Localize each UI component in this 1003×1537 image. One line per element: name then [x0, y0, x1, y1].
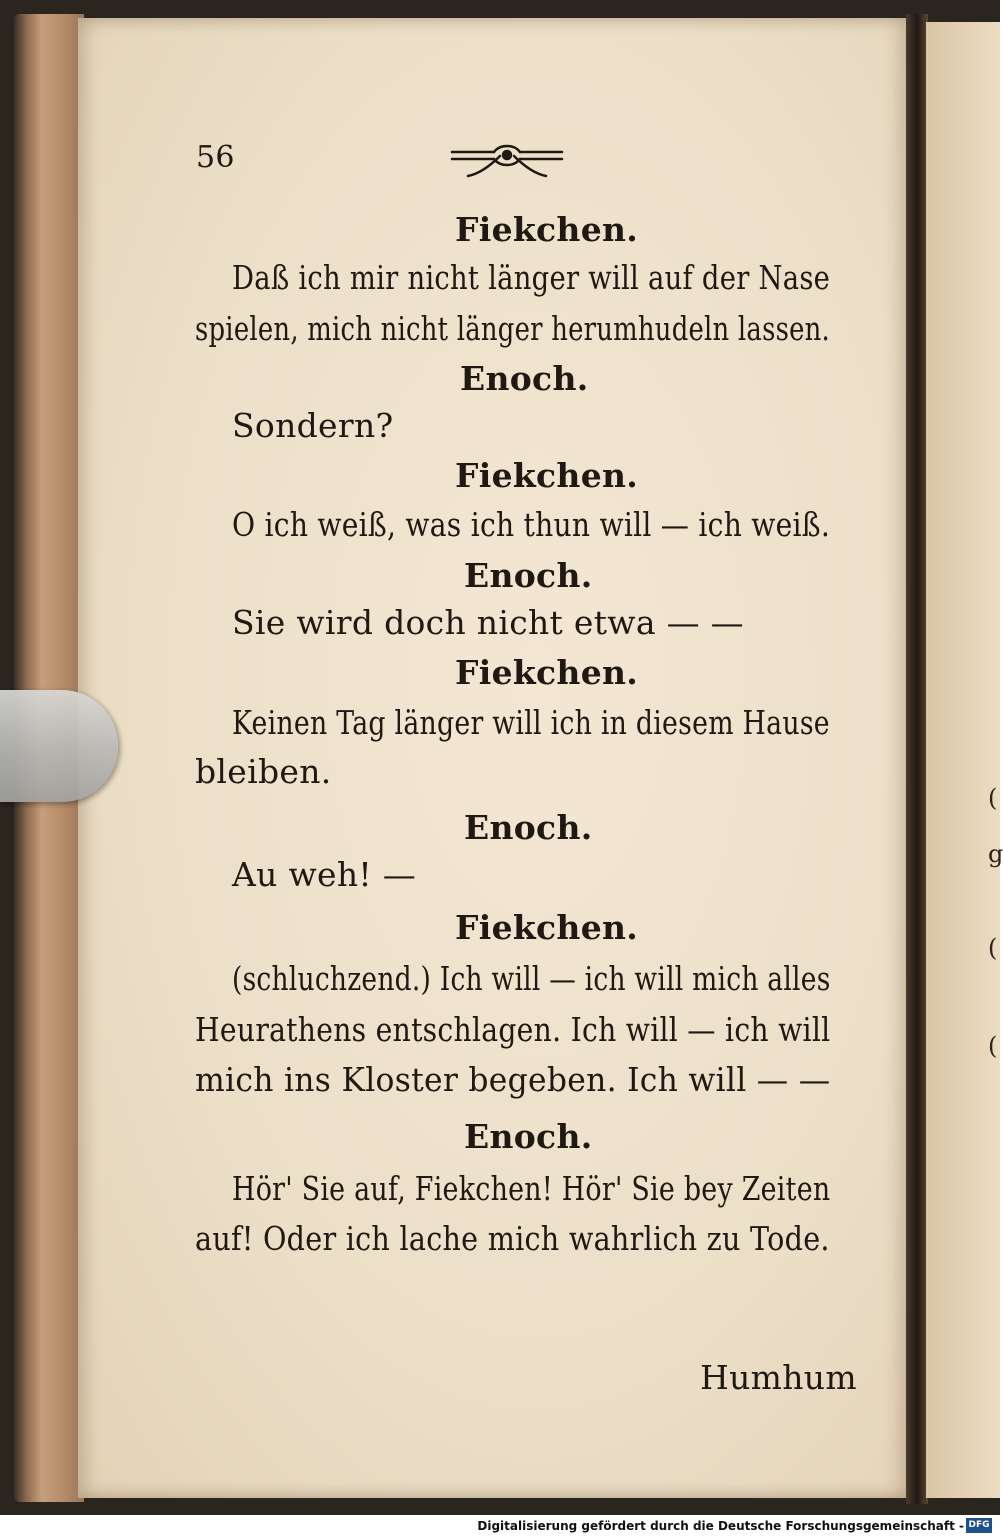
facing-page-bleed-glyph: (	[988, 1032, 998, 1060]
text-line: Sie wird doch nicht etwa — —	[232, 603, 744, 642]
speaker-name: Fiekchen.	[455, 210, 639, 249]
speaker-name: Enoch.	[464, 808, 593, 847]
catchword: Humhum	[700, 1358, 857, 1397]
facing-page-bleed-glyph: g	[988, 840, 1003, 868]
text-line: mich ins Kloster begeben. Ich will — —	[195, 1060, 831, 1099]
text-line: Sondern?	[232, 406, 394, 445]
footer-credit: Digitalisierung gefördert durch die Deutsche Forschungsgemeinschaft -	[477, 1519, 964, 1533]
speaker-name: Enoch.	[464, 556, 593, 595]
book-gutter	[906, 14, 928, 1504]
text-line: auf! Oder ich lache mich wahrlich zu Tode.	[195, 1219, 830, 1258]
facing-page-bleed-glyph: (	[988, 934, 998, 962]
ornament-icon	[448, 138, 566, 180]
facing-page-bleed-glyph: (	[988, 784, 998, 812]
speaker-name: Fiekchen.	[455, 456, 639, 495]
text-line: Au weh! —	[232, 855, 417, 894]
speaker-name: Fiekchen.	[455, 908, 639, 947]
text-line: O ich weiß, was ich thun will — ich weiß.	[232, 505, 831, 544]
speaker-name: Fiekchen.	[455, 653, 639, 692]
text-line: Keinen Tag länger will ich in diesem Hause	[232, 703, 830, 742]
page-clip	[0, 690, 118, 802]
page-number: 56	[196, 140, 235, 175]
facing-page-edge	[926, 22, 1000, 1498]
text-line: (schluchzend.) Ich will — ich will mich alles	[232, 959, 831, 998]
text-line: Heurathens entschlagen. Ich will — ich will	[195, 1010, 831, 1049]
text-line: spielen, mich nicht länger herumhudeln lassen.	[195, 309, 831, 348]
text-line: bleiben.	[195, 752, 332, 791]
text-line: Daß ich mir nicht länger will auf der Nase	[232, 258, 831, 297]
text-line: Hör' Sie auf, Fiekchen! Hör' Sie bey Zeiten	[232, 1169, 831, 1208]
dfg-logo: DFG	[966, 1518, 992, 1533]
speaker-name: Enoch.	[464, 1117, 593, 1156]
speaker-name: Enoch.	[460, 359, 589, 398]
